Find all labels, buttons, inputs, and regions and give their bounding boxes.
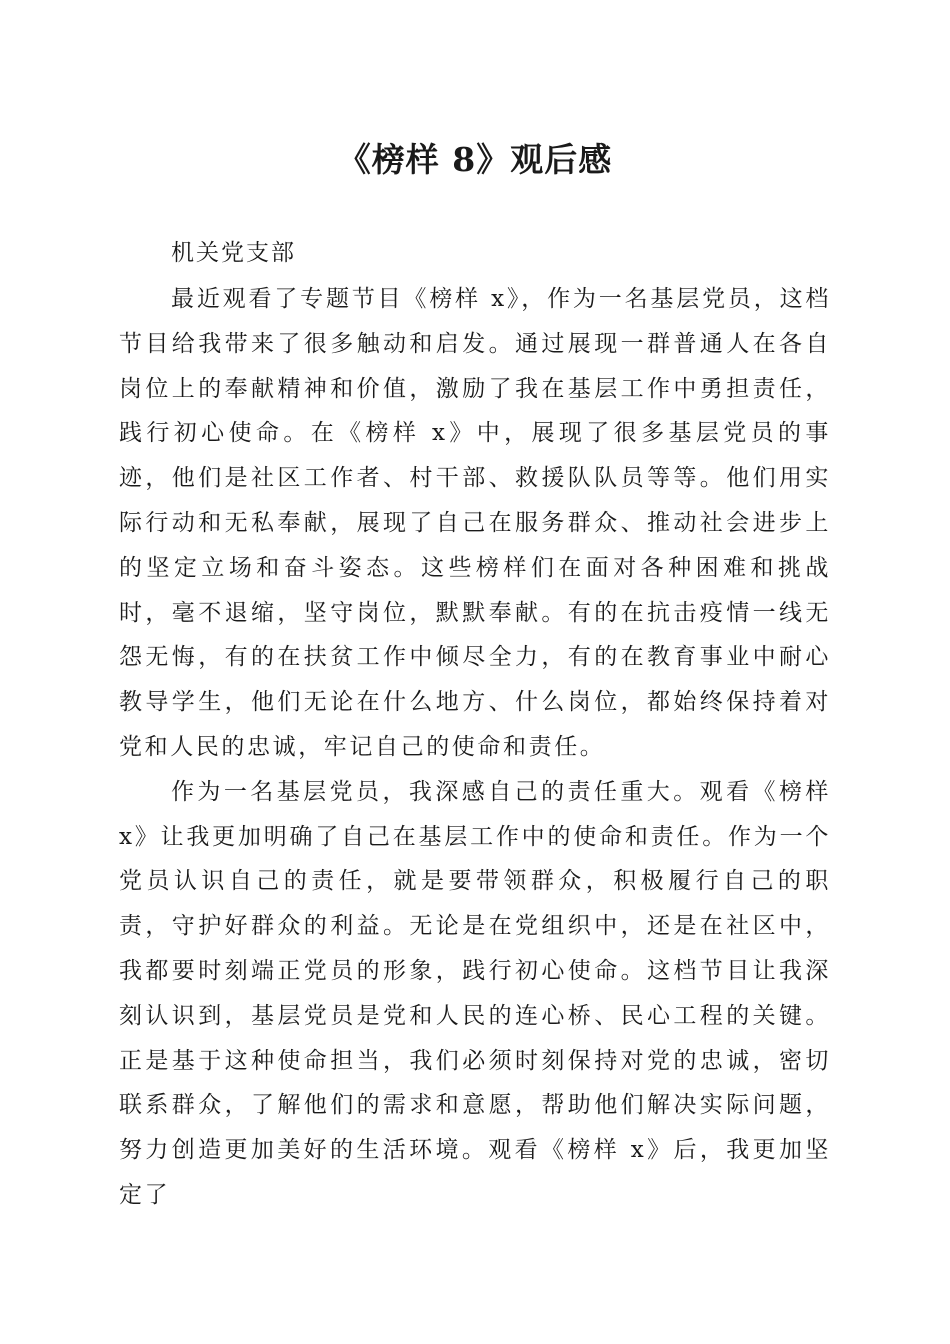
document-title: 《榜样 8》观后感 xyxy=(337,140,613,179)
document-body xyxy=(119,277,831,1218)
paragraph-1: 最近观看了专题节目《榜样 x》，作为一名基层党员，这档节目给我带来了很多触动和启发。通过展现一群普通人在各自岗位上的奉献精神和价值，激励了我在基层工作中勇担责任，践行初心使命。在《榜样 x》中，展现了很多基层党员的事迹，他们是社区工作者、村干部、救援队队员等等。他们用实际行动和无私奉献，展现了自己在服务群众、推动社会进步上的坚定立场和奋斗姿态。这些榜样们在面对各种困难和挑战时，毫不退缩，坚守岗位，默默奉献。有的在抗击疫情一线无怨无悔，有的在扶贫工作中倾尽全力，有的在教育事业中耐心教导学生，他们无论在什么地方、什么岗位，都始终保持着对党和人民的忠诚，牢记自己的使命和责任。 xyxy=(119,286,831,760)
author-line: 机关党支部 xyxy=(171,240,296,266)
paragraph-2: 作为一名基层党员，我深感自己的责任重大。观看《榜样 x》让我更加明确了自己在基层工作中的使命和责任。作为一个党员认识自己的责任，就是要带领群众，积极履行自己的职责，守护好群众的利益。无论是在党组织中，还是在社区中，我都要时刻端正党员的形象，践行初心使命。这档节目让我深刻认识到，基层党员是党和人民的连心桥、民心工程的关键。正是基于这种使命担当，我们必须时刻保持对党的忠诚，密切联系群众，了解他们的需求和意愿，帮助他们解决实际问题，努力创造更加美好的生活环境。观看《榜样 x》后，我更加坚定了 xyxy=(119,778,831,1208)
